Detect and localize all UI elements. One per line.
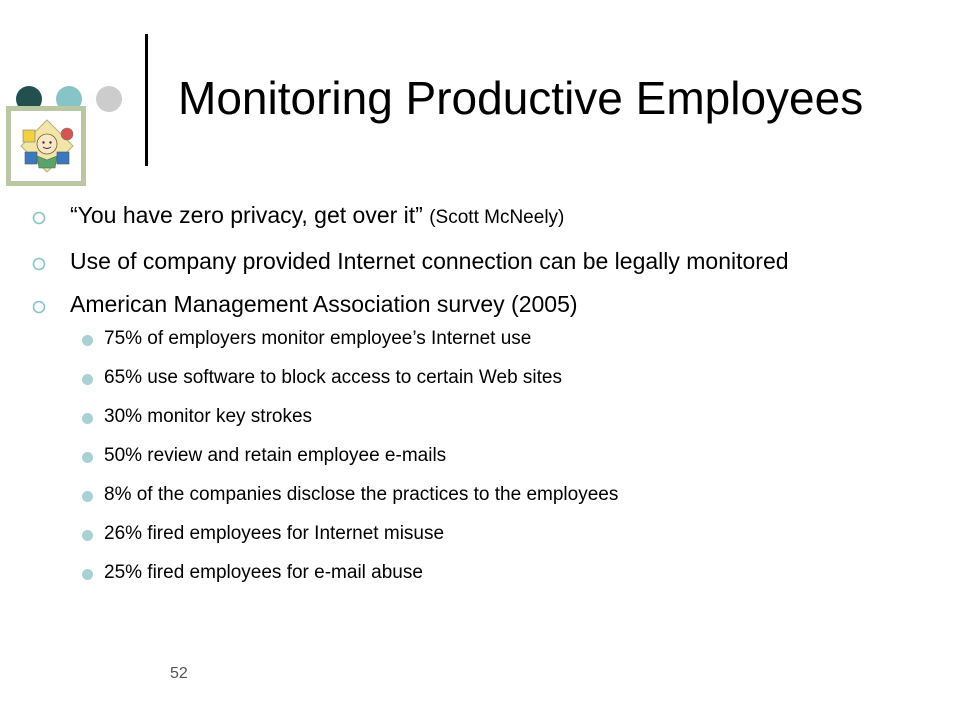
sub-bullet-text: 65% use software to block access to certain Web sites (104, 367, 562, 388)
bullet-item-quote (30, 200, 930, 233)
bullet-text: American Management Association survey (2005) (70, 291, 578, 317)
dot-bullet-icon (82, 530, 93, 541)
sub-bullet-item (70, 522, 930, 545)
sub-bullet-item (70, 444, 930, 467)
sub-bullet-text: 50% review and retain employee e-mails (104, 445, 447, 466)
survey-sublist (70, 327, 930, 584)
dot-bullet-icon (82, 569, 93, 580)
sub-bullet-text: 30% monitor key strokes (104, 406, 313, 427)
bullet-item-monitoring (30, 246, 930, 276)
bullet-text (70, 202, 564, 228)
sub-bullet-text: 75% of employers monitor employee’s Internet use (104, 328, 532, 349)
bullet-item-survey (30, 289, 930, 584)
dot-bullet-icon (82, 452, 93, 463)
dot-bullet-icon (82, 374, 93, 385)
sub-bullet-item (70, 327, 930, 350)
sub-bullet-item (70, 483, 930, 506)
ring-bullet-icon (32, 257, 46, 271)
page-number: 52 (170, 665, 188, 682)
quote-text: “You have zero privacy, get over it” (70, 202, 423, 228)
ring-bullet-icon (32, 300, 46, 314)
dot-gray (96, 86, 122, 112)
bullet-list (30, 200, 930, 584)
ring-bullet-icon (32, 211, 46, 225)
dot-bullet-icon (82, 491, 93, 502)
sub-bullet-text: 8% of the companies disclose the practices to the employees (104, 484, 619, 505)
sub-bullet-item (70, 366, 930, 389)
sub-bullet-text: 26% fired employees for Internet misuse (104, 523, 445, 544)
dot-bullet-icon (82, 413, 93, 424)
people-circle-logo-icon (17, 116, 77, 176)
bullet-text: Use of company provided Internet connection can be legally monitored (70, 248, 789, 274)
dot-bullet-icon (82, 335, 93, 346)
quote-attribution: (Scott McNeely) (429, 207, 565, 228)
slide-title: Monitoring Productive Employees (178, 72, 864, 124)
sub-bullet-text: 25% fired employees for e-mail abuse (104, 562, 423, 583)
sub-bullet-item (70, 405, 930, 428)
sub-bullet-item (70, 561, 930, 584)
title-divider (145, 34, 148, 166)
logo-frame (6, 106, 86, 186)
